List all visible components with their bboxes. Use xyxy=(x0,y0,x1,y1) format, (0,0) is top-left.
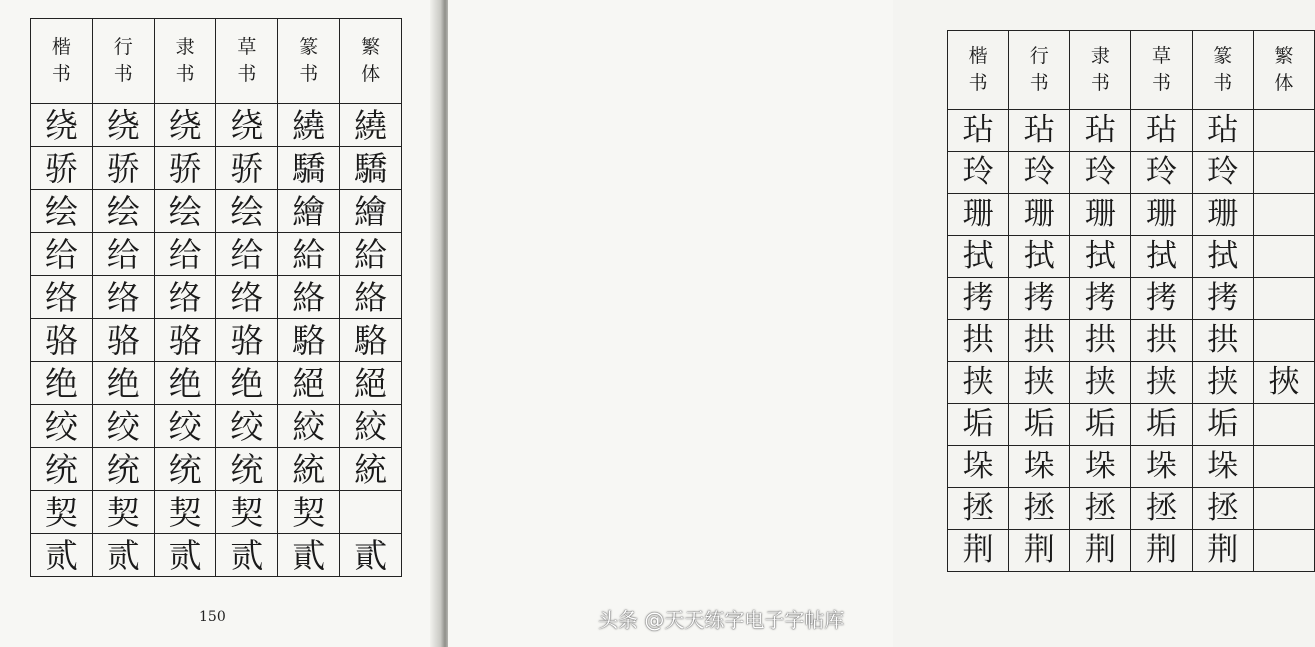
character-cell: 挟 xyxy=(948,362,1009,404)
character-cell: 垢 xyxy=(1009,404,1070,446)
character-cell: 绘 xyxy=(31,190,93,233)
character-cell: 駱 xyxy=(278,319,340,362)
column-header-char: 书 xyxy=(113,63,133,85)
character-cell xyxy=(1253,278,1314,320)
character-cell: 骆 xyxy=(92,319,154,362)
character-cell: 絞 xyxy=(340,405,402,448)
table-row xyxy=(948,446,1315,488)
table-row xyxy=(948,110,1315,152)
column-header xyxy=(31,19,93,104)
right-character-table xyxy=(947,30,1315,572)
character-cell: 統 xyxy=(278,448,340,491)
column-header xyxy=(340,19,402,104)
character-cell: 拱 xyxy=(948,320,1009,362)
left-page xyxy=(0,0,440,647)
character-cell: 拭 xyxy=(1009,236,1070,278)
character-cell: 拱 xyxy=(1070,320,1131,362)
character-cell: 绘 xyxy=(92,190,154,233)
character-cell: 给 xyxy=(31,233,93,276)
character-cell xyxy=(1253,446,1314,488)
character-cell: 绕 xyxy=(92,104,154,147)
character-cell: 挟 xyxy=(1131,362,1192,404)
character-cell: 络 xyxy=(216,276,278,319)
right-header-row xyxy=(948,31,1315,110)
column-header-char: 体 xyxy=(1274,72,1294,94)
column-header-char: 书 xyxy=(1213,72,1233,94)
character-cell: 玷 xyxy=(1131,110,1192,152)
column-header-char: 体 xyxy=(361,63,381,85)
table-row xyxy=(31,405,402,448)
column-header xyxy=(92,19,154,104)
table-row xyxy=(948,278,1315,320)
table-row xyxy=(31,534,402,577)
table-row xyxy=(948,236,1315,278)
character-cell: 绝 xyxy=(31,362,93,405)
character-cell: 拯 xyxy=(1070,488,1131,530)
character-cell: 拭 xyxy=(1070,236,1131,278)
table-row xyxy=(31,276,402,319)
character-cell: 贰 xyxy=(31,534,93,577)
character-cell: 繪 xyxy=(340,190,402,233)
column-header-char: 楷 xyxy=(51,36,71,58)
character-cell: 统 xyxy=(31,448,93,491)
character-cell: 玲 xyxy=(1131,152,1192,194)
character-cell xyxy=(1253,152,1314,194)
character-cell: 骆 xyxy=(216,319,278,362)
right-table-body xyxy=(948,110,1315,572)
character-cell: 珊 xyxy=(1192,194,1253,236)
character-cell: 給 xyxy=(278,233,340,276)
character-cell: 垢 xyxy=(1070,404,1131,446)
character-cell: 挟 xyxy=(1192,362,1253,404)
character-cell: 垛 xyxy=(1192,446,1253,488)
watermark: 头条 @天天练字电子字帖库 xyxy=(598,608,845,632)
character-cell: 拷 xyxy=(1131,278,1192,320)
character-cell: 驕 xyxy=(340,147,402,190)
character-cell: 玷 xyxy=(1070,110,1131,152)
character-cell: 玲 xyxy=(1070,152,1131,194)
table-row xyxy=(948,362,1315,404)
character-cell: 珊 xyxy=(948,194,1009,236)
character-cell: 统 xyxy=(92,448,154,491)
character-cell xyxy=(1253,530,1314,572)
character-cell: 玷 xyxy=(948,110,1009,152)
character-cell: 珊 xyxy=(1070,194,1131,236)
character-cell: 玷 xyxy=(1192,110,1253,152)
character-cell: 給 xyxy=(340,233,402,276)
character-cell: 垛 xyxy=(1009,446,1070,488)
character-cell: 绕 xyxy=(154,104,216,147)
column-header-char: 隶 xyxy=(1090,45,1110,67)
character-cell: 挟 xyxy=(1009,362,1070,404)
character-cell: 绘 xyxy=(154,190,216,233)
character-cell: 绝 xyxy=(92,362,154,405)
column-header-char: 繁 xyxy=(361,36,381,58)
character-cell: 拱 xyxy=(1009,320,1070,362)
character-cell: 拷 xyxy=(1192,278,1253,320)
character-cell: 绕 xyxy=(31,104,93,147)
character-cell: 驕 xyxy=(278,147,340,190)
character-cell: 貳 xyxy=(340,534,402,577)
character-cell: 契 xyxy=(154,491,216,534)
character-cell: 貳 xyxy=(278,534,340,577)
column-header-char: 书 xyxy=(237,63,257,85)
character-cell: 拷 xyxy=(948,278,1009,320)
character-cell: 挾 xyxy=(1253,362,1314,404)
column-header xyxy=(1253,31,1314,110)
character-cell: 絕 xyxy=(340,362,402,405)
character-cell xyxy=(1253,488,1314,530)
character-cell: 绞 xyxy=(31,405,93,448)
character-cell: 駱 xyxy=(340,319,402,362)
character-cell: 垛 xyxy=(948,446,1009,488)
character-cell: 绞 xyxy=(92,405,154,448)
column-header xyxy=(154,19,216,104)
character-cell: 契 xyxy=(31,491,93,534)
column-header-char: 隶 xyxy=(175,36,195,58)
column-header-char: 书 xyxy=(968,72,988,94)
character-cell xyxy=(340,491,402,534)
character-cell: 絡 xyxy=(278,276,340,319)
character-cell: 玷 xyxy=(1009,110,1070,152)
character-cell xyxy=(1253,110,1314,152)
character-cell xyxy=(1253,236,1314,278)
character-cell: 拭 xyxy=(1192,236,1253,278)
character-cell: 骄 xyxy=(216,147,278,190)
column-header-char: 书 xyxy=(1029,72,1049,94)
column-header-char: 书 xyxy=(299,63,319,85)
character-cell xyxy=(1253,194,1314,236)
character-cell: 骆 xyxy=(31,319,93,362)
character-cell: 荆 xyxy=(1192,530,1253,572)
character-cell: 绘 xyxy=(216,190,278,233)
column-header-char: 繁 xyxy=(1274,45,1294,67)
character-cell: 给 xyxy=(154,233,216,276)
character-cell: 绝 xyxy=(216,362,278,405)
character-cell: 骄 xyxy=(31,147,93,190)
character-cell: 贰 xyxy=(216,534,278,577)
column-header-char: 书 xyxy=(1152,72,1172,94)
table-row xyxy=(948,152,1315,194)
column-header-char: 草 xyxy=(1152,45,1172,67)
character-cell xyxy=(1253,320,1314,362)
character-cell: 绕 xyxy=(216,104,278,147)
table-row xyxy=(948,488,1315,530)
character-cell: 荆 xyxy=(1070,530,1131,572)
table-row xyxy=(948,194,1315,236)
character-cell: 荆 xyxy=(1131,530,1192,572)
character-cell: 拱 xyxy=(1192,320,1253,362)
column-header-char: 行 xyxy=(1029,45,1049,67)
character-cell: 络 xyxy=(92,276,154,319)
column-header-char: 书 xyxy=(1090,72,1110,94)
column-header xyxy=(278,19,340,104)
character-cell: 拭 xyxy=(1131,236,1192,278)
column-header xyxy=(1131,31,1192,110)
character-cell: 拭 xyxy=(948,236,1009,278)
table-row xyxy=(948,320,1315,362)
character-cell: 珊 xyxy=(1009,194,1070,236)
character-cell: 挟 xyxy=(1070,362,1131,404)
character-cell: 契 xyxy=(216,491,278,534)
character-cell xyxy=(1253,404,1314,446)
left-table-body xyxy=(31,104,402,577)
character-cell: 繞 xyxy=(278,104,340,147)
character-cell: 络 xyxy=(154,276,216,319)
page-number: 150 xyxy=(199,609,226,625)
character-cell: 垢 xyxy=(948,404,1009,446)
character-cell: 统 xyxy=(216,448,278,491)
table-row xyxy=(31,233,402,276)
character-cell: 契 xyxy=(278,491,340,534)
character-cell: 绝 xyxy=(154,362,216,405)
character-cell: 玲 xyxy=(948,152,1009,194)
character-cell: 拯 xyxy=(1009,488,1070,530)
character-cell: 拯 xyxy=(1192,488,1253,530)
character-cell: 给 xyxy=(92,233,154,276)
table-row xyxy=(31,190,402,233)
character-cell: 拯 xyxy=(1131,488,1192,530)
character-cell: 拷 xyxy=(1009,278,1070,320)
character-cell: 骄 xyxy=(92,147,154,190)
column-header-char: 行 xyxy=(113,36,133,58)
character-cell: 絞 xyxy=(278,405,340,448)
column-header xyxy=(1070,31,1131,110)
character-cell: 拷 xyxy=(1070,278,1131,320)
character-cell: 拯 xyxy=(948,488,1009,530)
left-header-row xyxy=(31,19,402,104)
table-row xyxy=(31,147,402,190)
character-cell: 拱 xyxy=(1131,320,1192,362)
character-cell: 垢 xyxy=(1192,404,1253,446)
character-cell: 统 xyxy=(154,448,216,491)
character-cell: 絡 xyxy=(340,276,402,319)
character-cell: 贰 xyxy=(154,534,216,577)
right-page xyxy=(448,0,1300,647)
character-cell: 繞 xyxy=(340,104,402,147)
character-cell: 統 xyxy=(340,448,402,491)
column-header-char: 书 xyxy=(51,63,71,85)
column-header xyxy=(1192,31,1253,110)
character-cell: 荆 xyxy=(1009,530,1070,572)
character-cell: 骆 xyxy=(154,319,216,362)
character-cell: 给 xyxy=(216,233,278,276)
left-character-table xyxy=(30,18,402,577)
table-row xyxy=(31,362,402,405)
character-cell: 繪 xyxy=(278,190,340,233)
character-cell: 絕 xyxy=(278,362,340,405)
table-row xyxy=(948,404,1315,446)
character-cell: 玲 xyxy=(1009,152,1070,194)
table-row xyxy=(31,448,402,491)
column-header-char: 篆 xyxy=(1213,45,1233,67)
character-cell: 垛 xyxy=(1131,446,1192,488)
character-cell: 玲 xyxy=(1192,152,1253,194)
character-cell: 绞 xyxy=(216,405,278,448)
column-header xyxy=(948,31,1009,110)
table-row xyxy=(31,319,402,362)
character-cell: 垢 xyxy=(1131,404,1192,446)
character-cell: 绞 xyxy=(154,405,216,448)
character-cell: 荆 xyxy=(948,530,1009,572)
character-cell: 络 xyxy=(31,276,93,319)
character-cell: 贰 xyxy=(92,534,154,577)
table-row xyxy=(948,530,1315,572)
character-cell: 垛 xyxy=(1070,446,1131,488)
column-header-char: 草 xyxy=(237,36,257,58)
table-row xyxy=(31,104,402,147)
column-header-char: 楷 xyxy=(968,45,988,67)
column-header xyxy=(1009,31,1070,110)
character-cell: 契 xyxy=(92,491,154,534)
character-cell: 珊 xyxy=(1131,194,1192,236)
table-row xyxy=(31,491,402,534)
column-header-char: 书 xyxy=(175,63,195,85)
column-header xyxy=(216,19,278,104)
column-header-char: 篆 xyxy=(299,36,319,58)
character-cell: 骄 xyxy=(154,147,216,190)
